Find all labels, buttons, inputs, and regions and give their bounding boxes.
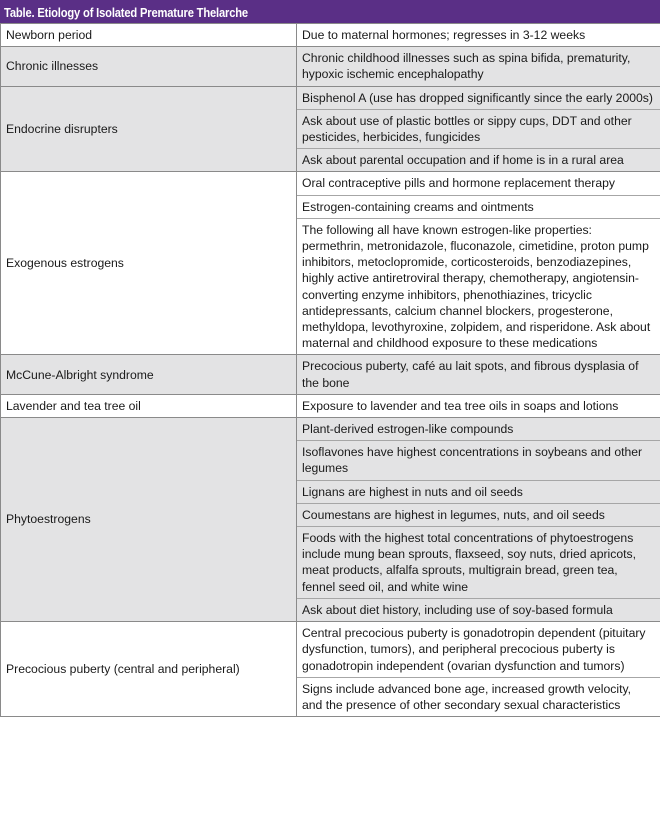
description-paragraph: Ask about use of plastic bottles or sippy cups, DDT and other pesticides, herbicides, fungicides — [297, 109, 660, 148]
etiology-description — [297, 86, 660, 172]
etiology-description — [297, 47, 660, 86]
etiology-label: Newborn period — [1, 24, 297, 47]
description-paragraph: Signs include advanced bone age, increased growth velocity, and the presence of other secondary sexual characteristics — [297, 677, 660, 716]
table-row — [1, 47, 660, 86]
description-paragraph: Estrogen-containing creams and ointments — [297, 195, 660, 218]
etiology-description — [297, 418, 660, 622]
description-paragraph: Due to maternal hormones; regresses in 3-12 weeks — [302, 28, 586, 42]
description-paragraph: Bisphenol A (use has dropped significantly since the early 2000s) — [302, 90, 653, 105]
table-row — [1, 24, 660, 47]
etiology-label: Endocrine disrupters — [1, 86, 297, 172]
description-paragraph: Ask about parental occupation and if home is in a rural area — [297, 148, 660, 171]
etiology-label: Precocious puberty (central and peripheral) — [1, 622, 297, 717]
etiology-label: Phytoestrogens — [1, 418, 297, 622]
table-row — [1, 418, 660, 622]
etiology-description — [297, 394, 660, 417]
table-title-text: Table. Etiology of Isolated Premature Thelarche — [4, 5, 248, 20]
etiology-description — [297, 24, 660, 47]
description-paragraph: Foods with the highest total concentrations of phytoestrogens include mung bean sprouts, flaxseed, soy nuts, dried apricots, meat products, alfalfa sprouts, multigrain bread, green tea, fennel seed oil, and white wine — [297, 526, 660, 598]
etiology-label: McCune-Albright syndrome — [1, 355, 297, 394]
table-row — [1, 394, 660, 417]
description-paragraph: Plant-derived estrogen-like compounds — [302, 422, 514, 437]
description-paragraph: Oral contraceptive pills and hormone replacement therapy — [302, 176, 615, 191]
etiology-label: Chronic illnesses — [1, 47, 297, 86]
table-row — [1, 622, 660, 717]
etiology-label: Lavender and tea tree oil — [1, 394, 297, 417]
etiology-label: Exogenous estrogens — [1, 172, 297, 355]
description-paragraph: The following all have known estrogen-like properties: permethrin, metronidazole, fluconazole, cimetidine, proton pump inhibitors, metoclopromide, corticosteroids, benzodiazepines, highly active antiretroviral therapy, chemotherapy, angiotensin-converting enzyme inhibitors, phenothiazines, tricyclic antidepressants, calcium channel blockers, progesterone, methyldopa, levothyroxine, zolpidem, and risperidone. Ask about maternal and childhood exposure to these medications — [297, 218, 660, 355]
table-row — [1, 86, 660, 172]
description-paragraph: Lignans are highest in nuts and oil seeds — [297, 480, 660, 503]
description-paragraph: Coumestans are highest in legumes, nuts, and oil seeds — [297, 503, 660, 526]
table-row — [1, 355, 660, 394]
description-paragraph: Isoflavones have highest concentrations in soybeans and other legumes — [297, 440, 660, 479]
description-paragraph: Exposure to lavender and tea tree oils in soaps and lotions — [302, 398, 619, 413]
etiology-grid — [0, 23, 660, 717]
description-paragraph: Chronic childhood illnesses such as spina bifida, prematurity, hypoxic ischemic encephalopathy — [302, 51, 631, 82]
etiology-description — [297, 172, 660, 355]
description-paragraph: Central precocious puberty is gonadotropin dependent (pituitary dysfunction, tumors), and peripheral precocious puberty is gonadotropin independent (ovarian dysfunction and tumors) — [302, 626, 646, 673]
etiology-description — [297, 355, 660, 394]
table-title — [0, 0, 660, 23]
etiology-description — [297, 622, 660, 717]
table-row — [1, 172, 660, 355]
description-paragraph: Ask about diet history, including use of soy-based formula — [297, 598, 660, 621]
description-paragraph: Precocious puberty, café au lait spots, and fibrous dysplasia of the bone — [302, 359, 639, 390]
